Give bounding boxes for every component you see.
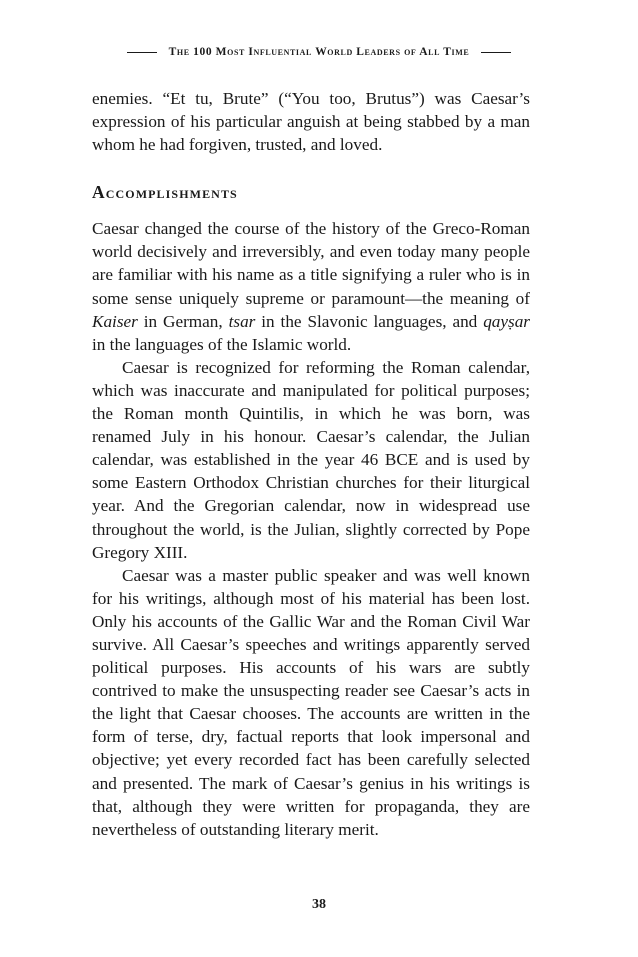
section-heading: Accomplishments xyxy=(92,182,238,203)
paragraph-continued: enemies. “Et tu, Brute” (“You too, Brutus”) was Caesar’s expression of his particular anguish at being stabbed by a man whom he had forgiven, trusted, and loved. xyxy=(92,89,530,155)
text-run: in German, xyxy=(137,311,229,331)
paragraph-calendar: Caesar is recognized for reforming the Roman calendar, which was inaccurate and manipulated for political purposes; the Roman month Quintilis, in which he was born, was renamed July in his honour. Caesar’s calendar, the Julian calendar, was established in the year 46 BCE and is used by some Eastern Orthodox Christian churches for their liturgical year. And the Gregorian calendar, now in widespread use throughout the world, is the Julian, slightly corrected by Pope Gregory XIII. xyxy=(92,357,530,562)
term-qaysar: qayṣar xyxy=(483,311,530,331)
text-run: in the languages of the Islamic world. xyxy=(92,334,352,354)
text-run: Caesar changed the course of the history of the Greco-Roman world decisively and irreversibly, and even today many people are familiar with his name as a title signifying a ruler who is in some sense uniquely supreme or paramount—the meaning of xyxy=(92,219,530,308)
running-head xyxy=(0,40,638,64)
term-kaiser: Kaiser xyxy=(92,311,138,331)
text-run: in the Slavonic languages, and xyxy=(255,311,484,331)
body-text xyxy=(92,87,530,841)
paragraph-writings: Caesar was a master public speaker and was well known for his writings, although most of his material has been lost. Only his accounts of the Gallic War and the Roman Civil War survive. All Caesar’s speeches and writings apparently served political purposes. His accounts of his wars are subtly contrived to make the unsuspecting reader see Caesar’s acts in the light that Caesar chooses. The accounts are written in the form of terse, dry, factual reports that look impersonal and objective; yet every recorded fact has been carefully selected and presented. The mark of Caesar’s genius in his writings is that, although they were written for propaganda, they are nevertheless of outstanding literary merit. xyxy=(92,565,530,839)
running-head-title: The 100 Most Influential World Leaders of All Time xyxy=(168,46,470,58)
page-number: 38 xyxy=(312,897,326,912)
paragraph-accomplishments-intro xyxy=(92,217,530,356)
running-head-rule-left xyxy=(127,52,157,53)
term-tsar: tsar xyxy=(228,311,256,331)
running-head-rule-right xyxy=(481,52,511,53)
